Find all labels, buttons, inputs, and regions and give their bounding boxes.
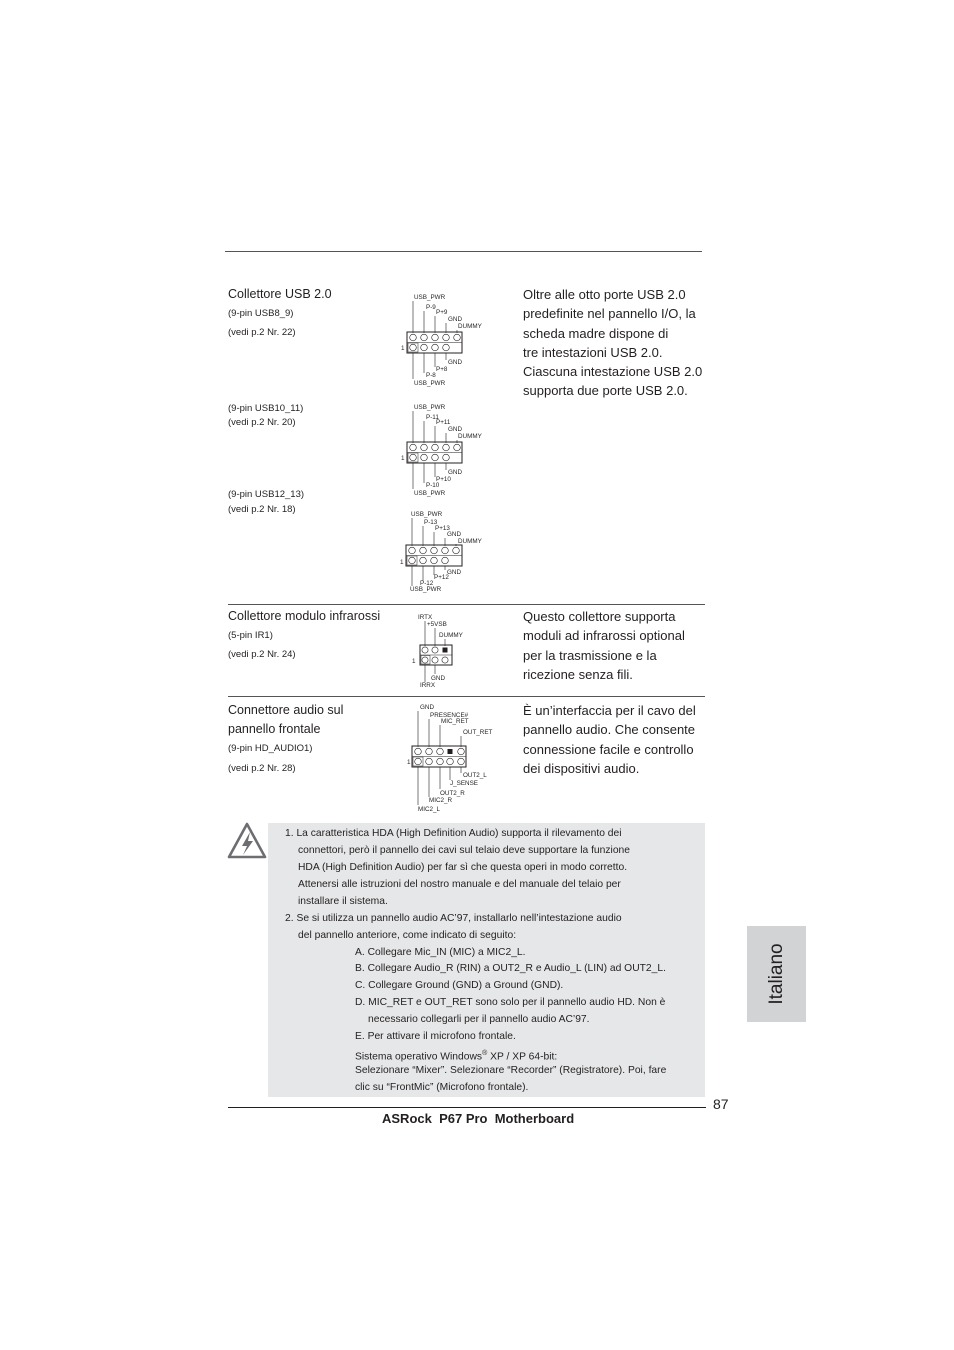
usb12-13-pin-diagram xyxy=(398,508,498,598)
note-step: D. MIC_RET e OUT_RET sono solo per il pannello audio HD. Non è xyxy=(355,997,666,1008)
top-rule xyxy=(225,251,702,252)
svg-text:GND: GND xyxy=(448,426,462,433)
audio-ref: (vedi p.2 Nr. 28) xyxy=(228,763,296,774)
note-1-line: Attenersi alle istruzioni del nostro manuale e del manuale del telaio per xyxy=(298,879,621,890)
svg-text:GND: GND xyxy=(448,359,462,366)
ir-description xyxy=(523,607,708,684)
svg-text:MIC_RET: MIC_RET xyxy=(441,718,469,725)
svg-text:1: 1 xyxy=(412,658,416,665)
usb-desc-line: Oltre alle otto porte USB 2.0 xyxy=(523,287,686,302)
usb-desc-line: tre intestazioni USB 2.0. xyxy=(523,344,663,360)
svg-text:GND: GND xyxy=(431,675,445,682)
svg-text:USB_PWR: USB_PWR xyxy=(414,294,446,301)
ir-ref: (vedi p.2 Nr. 24) xyxy=(228,649,296,660)
svg-text:1: 1 xyxy=(407,759,411,766)
svg-text:P-9: P-9 xyxy=(426,304,436,311)
footer-rule xyxy=(228,1107,706,1108)
ir-desc-line: per la trasmissione e la xyxy=(523,647,657,663)
svg-text:OUT2_R: OUT2_R xyxy=(440,790,465,797)
svg-text:GND: GND xyxy=(448,316,462,323)
language-side-tab xyxy=(747,926,806,1022)
svg-text:IRRX: IRRX xyxy=(420,682,436,689)
note-2-line: del pannello anteriore, come indicato di seguito: xyxy=(298,930,517,941)
svg-text:J_SENSE: J_SENSE xyxy=(450,780,478,787)
usb10-11-pin-diagram xyxy=(398,401,498,501)
audio-desc-line: dei dispositivi audio. xyxy=(523,760,640,776)
audio-description xyxy=(523,701,708,778)
svg-text:P+9: P+9 xyxy=(436,309,448,316)
usb-section-title: Collettore USB 2.0 xyxy=(228,287,332,301)
svg-text:1: 1 xyxy=(401,455,405,462)
ir-pins: (5-pin IR1) xyxy=(228,630,273,641)
audio-desc-line: pannello audio. Che consente xyxy=(523,722,696,738)
svg-text:USB_PWR: USB_PWR xyxy=(414,380,446,387)
note-step: B. Collegare Audio_R (RIN) a OUT2_R e Audio_L (LIN) ad OUT2_L. xyxy=(355,963,666,974)
note-step: necessario collegarli per il pannello audio AC’97. xyxy=(368,1014,590,1025)
note-2-line: 2. Se si utilizza un pannello audio AC’97, installarlo nell’intestazione audio xyxy=(285,913,622,924)
svg-text:P+8: P+8 xyxy=(436,366,448,373)
usb-desc-line: predefinite nel pannello I/O, la xyxy=(523,306,696,322)
svg-text:P-13: P-13 xyxy=(424,519,438,526)
usb8-9-ref: (vedi p.2 Nr. 22) xyxy=(228,327,296,338)
svg-text:P-10: P-10 xyxy=(426,482,440,489)
note-1-line: 1. La caratteristica HDA (High Definition Audio) supporta il rilevamento dei xyxy=(285,828,622,839)
note-1-line: installare il sistema. xyxy=(298,896,388,907)
svg-text:P+12: P+12 xyxy=(434,574,449,581)
note-final-line: Selezionare “Mixer”. Selezionare “Recorder” (Registratore). Poi, fare xyxy=(355,1065,667,1076)
section-divider xyxy=(228,696,705,697)
svg-text:DUMMY: DUMMY xyxy=(439,632,463,639)
note-1-line: connettori, però il pannello dei cavi sul telaio deve supportare la funzione xyxy=(298,845,630,856)
usb12-13-ref: (vedi p.2 Nr. 18) xyxy=(228,504,296,515)
svg-text:IRTX: IRTX xyxy=(418,614,433,621)
note-step: A. Collegare Mic_IN (MIC) a MIC2_L. xyxy=(355,947,526,958)
registered-mark: ® xyxy=(482,1050,488,1057)
usb8-9-pins: (9-pin USB8_9) xyxy=(228,308,294,319)
svg-text:GND: GND xyxy=(420,704,434,711)
usb-description xyxy=(523,285,708,401)
svg-text:GND: GND xyxy=(447,569,461,576)
ir-section-title: Collettore modulo infrarossi xyxy=(228,609,381,623)
usb-desc-line: Ciascuna intestazione USB 2.0 xyxy=(523,364,703,380)
svg-text:1: 1 xyxy=(400,559,404,566)
note-step: E. Per attivare il microfono frontale. xyxy=(355,1031,516,1042)
page-number: 87 xyxy=(713,1096,729,1112)
svg-text:P-8: P-8 xyxy=(426,372,436,379)
svg-text:P+11: P+11 xyxy=(436,419,451,426)
svg-text:GND: GND xyxy=(447,531,461,538)
side-tab-label: Italiano xyxy=(765,943,787,1005)
footer-product-name: ASRock P67 Pro Motherboard xyxy=(382,1111,575,1126)
note-os-text: Sistema operativo Windows xyxy=(355,1051,483,1063)
note-1-line: HDA (High Definition Audio) per far sì che questa operi in modo corretto. xyxy=(298,862,628,873)
svg-text:P+13: P+13 xyxy=(435,525,450,532)
usb-desc-line: scheda madre dispone di xyxy=(523,325,669,341)
svg-text:OUT_RET: OUT_RET xyxy=(463,729,493,736)
ir-desc-line: Questo collettore supporta xyxy=(523,609,676,624)
audio-desc-line: È un’interfaccia per il cavo del xyxy=(523,703,696,718)
audio-pins: (9-pin HD_AUDIO1) xyxy=(228,743,313,754)
usb12-13-pins: (9-pin USB12_13) xyxy=(228,489,305,500)
usb8-9-pin-diagram xyxy=(398,291,498,391)
svg-text:1: 1 xyxy=(401,345,405,352)
svg-text:MIC2_R: MIC2_R xyxy=(429,797,453,804)
audio-title-line: Connettore audio sul xyxy=(228,703,344,717)
note-step: C. Collegare Ground (GND) a Ground (GND). xyxy=(355,980,564,991)
usb-desc-line: supporta due porte USB 2.0. xyxy=(523,383,688,399)
ir-desc-line: moduli ad infrarossi optional xyxy=(523,628,685,644)
usb10-11-ref: (vedi p.2 Nr. 20) xyxy=(228,417,296,428)
audio-title-line: pannello frontale xyxy=(228,722,321,736)
svg-text:DUMMY: DUMMY xyxy=(458,538,482,545)
svg-text:PRESENCE#: PRESENCE# xyxy=(430,712,469,719)
notes-box xyxy=(268,823,705,1097)
audio-pin-diagram xyxy=(402,701,502,817)
audio-desc-line: connessione facile e controllo xyxy=(523,741,694,757)
usb10-11-pins: (9-pin USB10_11) xyxy=(228,403,304,414)
svg-text:P-11: P-11 xyxy=(426,414,439,421)
svg-text:GND: GND xyxy=(448,469,462,476)
svg-text:USB_PWR: USB_PWR xyxy=(414,404,446,411)
note-final-line: clic su “FrontMic” (Microfono frontale). xyxy=(355,1082,529,1093)
ir-desc-line: ricezione senza fili. xyxy=(523,666,633,682)
svg-text:USB_PWR: USB_PWR xyxy=(414,490,446,497)
audio-section-title xyxy=(228,701,343,739)
svg-text:DUMMY: DUMMY xyxy=(458,323,482,330)
note-os-version: XP / XP 64-bit: xyxy=(487,1051,558,1063)
warning-triangle-icon xyxy=(226,820,268,862)
svg-text:USB_PWR: USB_PWR xyxy=(411,511,443,518)
svg-text:P+10: P+10 xyxy=(436,476,451,483)
svg-text:P-12: P-12 xyxy=(420,580,434,587)
svg-text:USB_PWR: USB_PWR xyxy=(410,586,442,593)
svg-text:MIC2_L: MIC2_L xyxy=(418,806,441,813)
ir-pin-diagram xyxy=(406,610,476,690)
svg-text:+5VSB: +5VSB xyxy=(427,621,447,628)
svg-text:DUMMY: DUMMY xyxy=(458,433,482,440)
svg-text:OUT2_L: OUT2_L xyxy=(463,772,487,779)
section-divider xyxy=(228,604,705,605)
